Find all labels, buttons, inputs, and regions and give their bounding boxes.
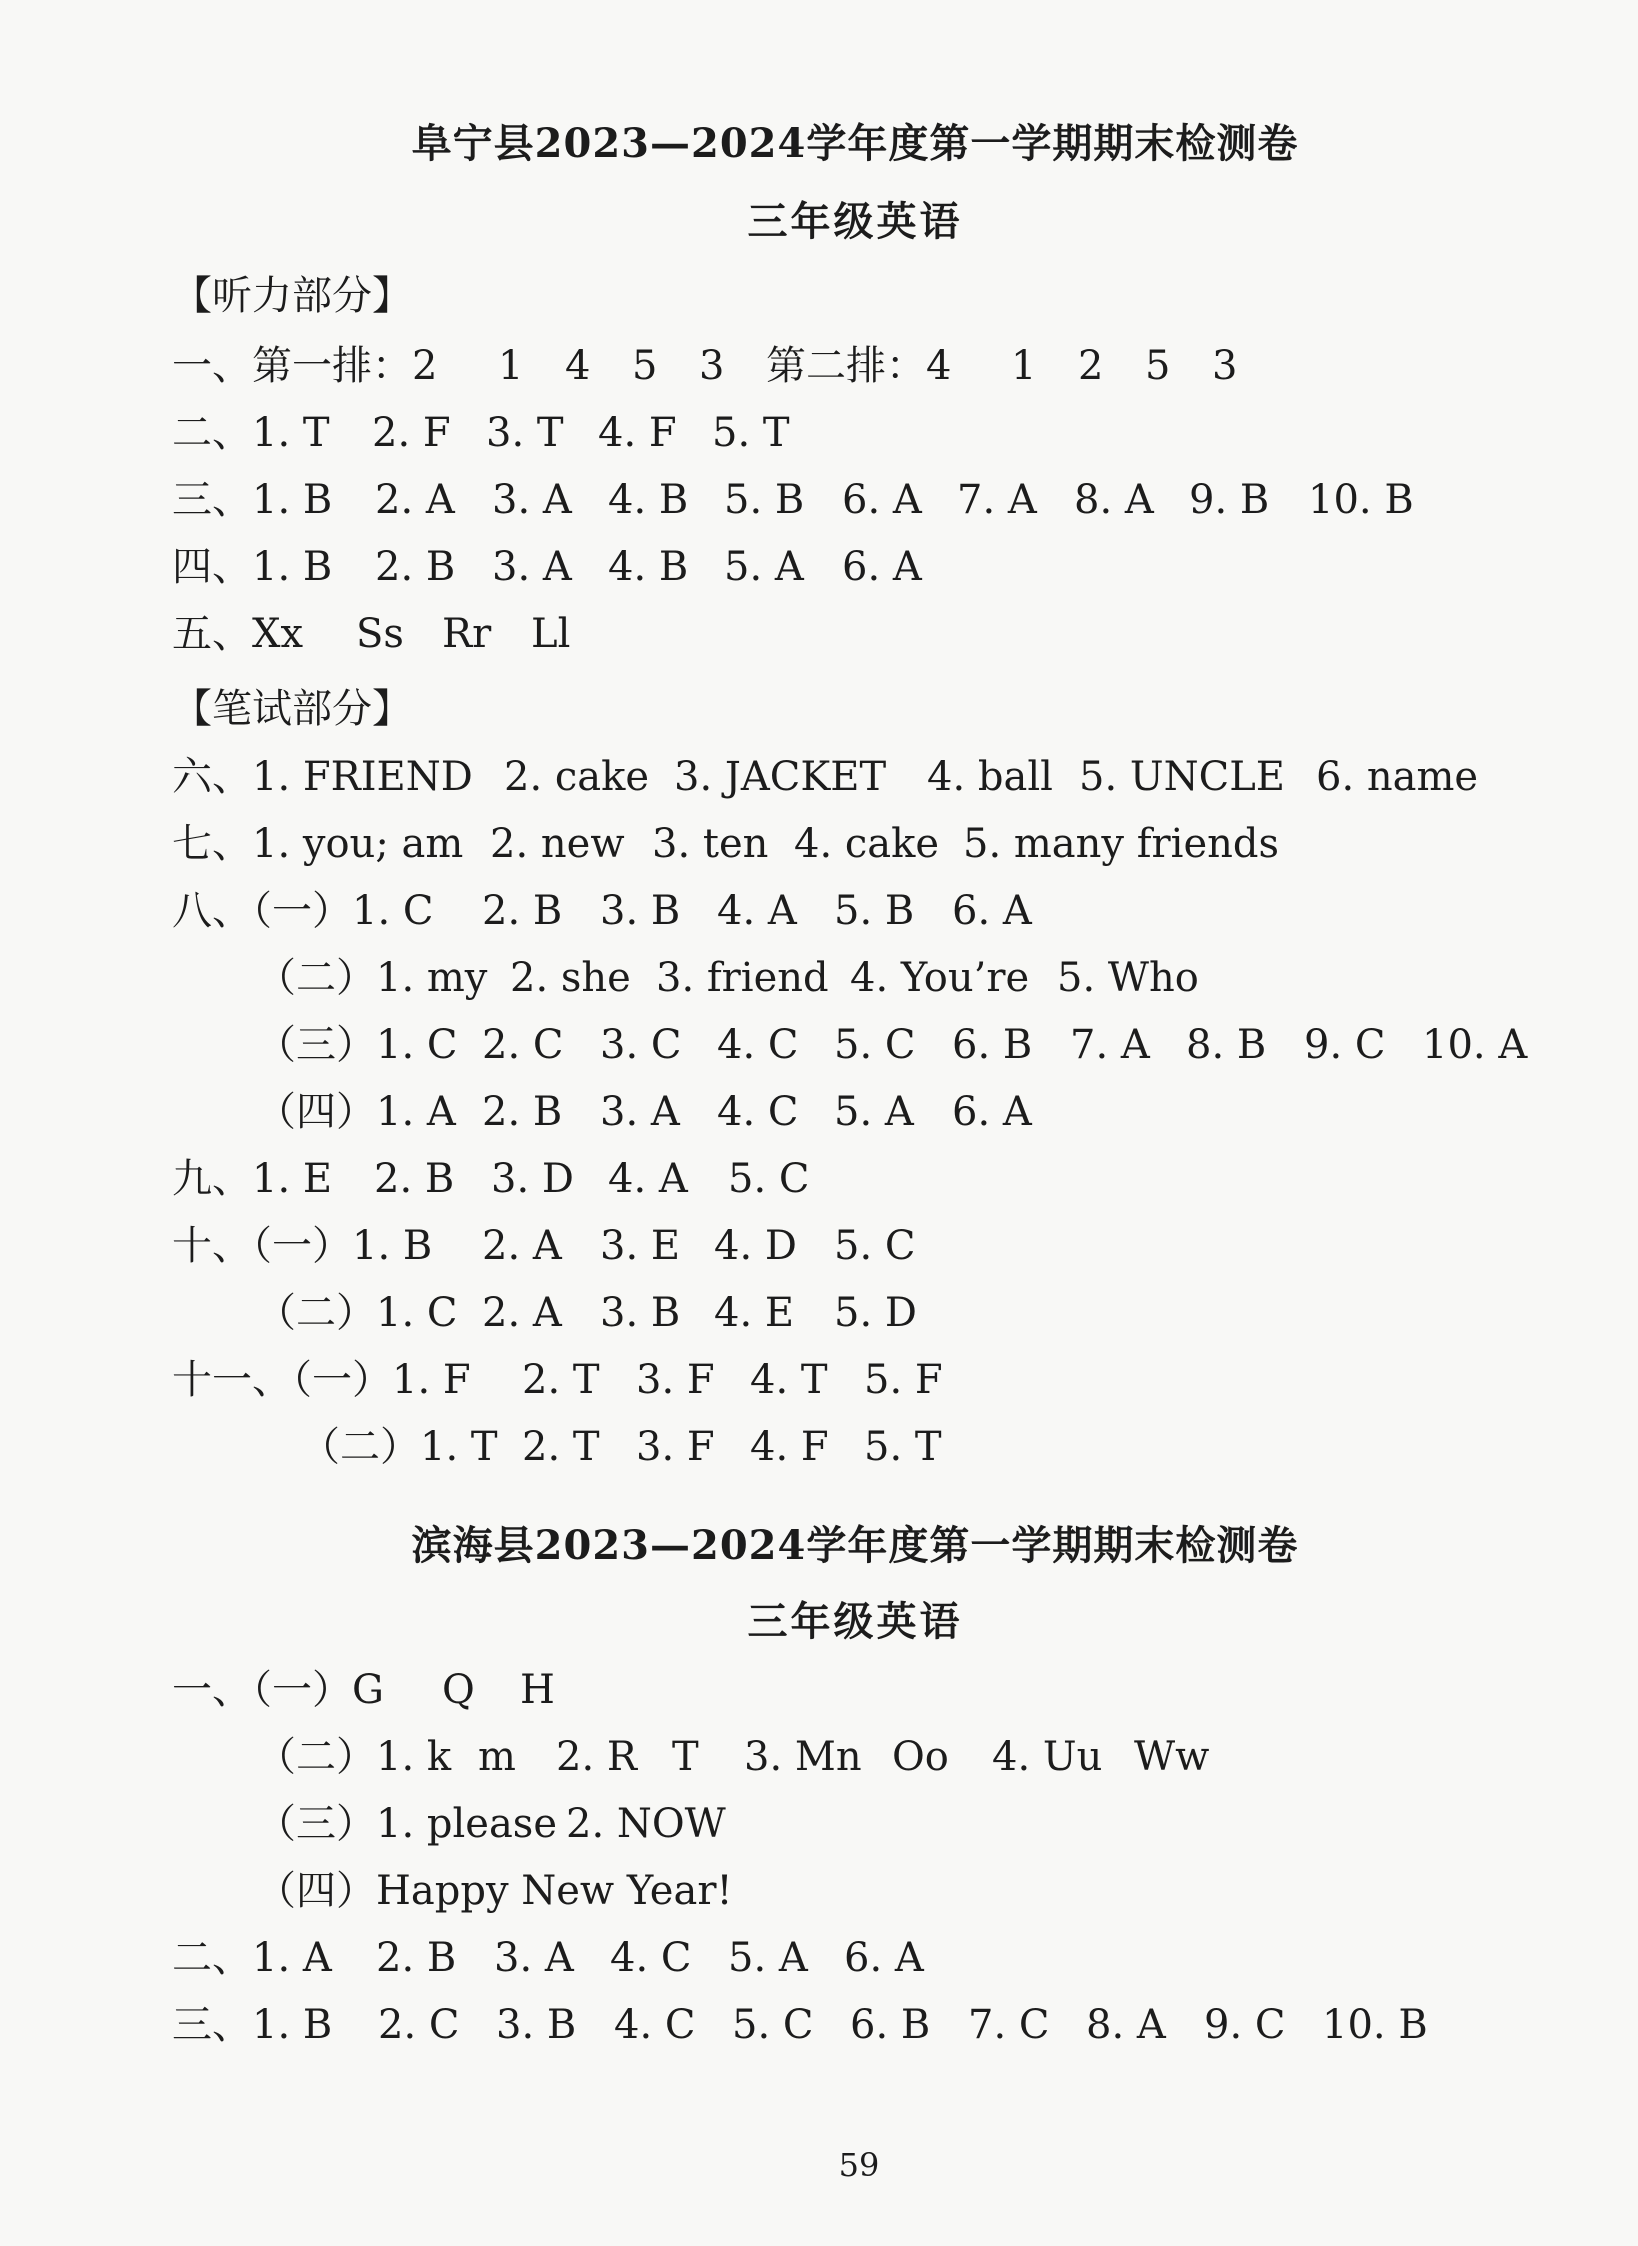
doc1-title: 阜宁县2023—2024学年度第一学期期末检测卷 <box>411 120 1299 167</box>
answer-item: 2. A <box>482 1223 562 1269</box>
answer-item: 6. A <box>844 1935 924 1981</box>
answer-item: 5. C <box>732 2002 814 2048</box>
answer-item: 8. A <box>1086 2002 1166 2048</box>
answer-item: 3 <box>699 343 725 389</box>
doc1-subtitle: 三年级英语 <box>747 198 963 245</box>
answer-item: 2. cake <box>504 754 650 800</box>
answer-item: 4. F <box>750 1424 829 1470</box>
answer-item: 5. A <box>834 1089 914 1135</box>
answer-item: 3. friend <box>656 955 829 1001</box>
answer-item: 5. D <box>834 1290 917 1336</box>
answer-item: Ww <box>1134 1734 1210 1780</box>
answer-item: 8. B <box>1186 1022 1267 1068</box>
answer-item: Ss <box>356 611 404 657</box>
answer-item: 2. T <box>522 1424 600 1470</box>
answer-item: 2. new <box>490 821 625 867</box>
page-number: 59 <box>838 2146 880 2184</box>
answer-item: 六、1. FRIEND <box>172 754 473 800</box>
answer-item: 5. C <box>834 1022 916 1068</box>
answer-item: 4. B <box>608 477 689 523</box>
answer-item: Oo <box>892 1734 949 1780</box>
answer-item: 1 <box>498 343 524 389</box>
answer-item: （二）1. my <box>256 955 488 1001</box>
answer-item: 第二排：4 <box>766 343 952 389</box>
answer-item: 3. B <box>600 888 681 934</box>
answer-item: 10. B <box>1322 2002 1428 2048</box>
answer-item: 4. T <box>750 1357 828 1403</box>
answer-item: 3. B <box>600 1290 681 1336</box>
answer-item: 二、1. A <box>172 1935 332 1981</box>
answer-item: 2. A <box>375 477 455 523</box>
answer-item: 4. C <box>614 2002 696 2048</box>
answer-item: H <box>520 1667 555 1713</box>
answer-item: （四）1. A <box>256 1089 456 1135</box>
answer-item: 5. C <box>728 1156 810 1202</box>
answer-item: 5. UNCLE <box>1079 754 1285 800</box>
answer-item: 5. A <box>728 1935 808 1981</box>
answer-item: 3. C <box>600 1022 682 1068</box>
answer-item: 4 <box>565 343 591 389</box>
answer-item: 3. F <box>636 1357 715 1403</box>
answer-item: 三、1. B <box>172 477 333 523</box>
answer-item: Rr <box>442 611 492 657</box>
answer-item: Q <box>442 1667 475 1713</box>
answer-item: 5. Who <box>1057 955 1199 1001</box>
answer-item: 5. F <box>864 1357 943 1403</box>
answer-item: 2. R <box>556 1734 637 1780</box>
answer-item: 二、1. T <box>172 410 330 456</box>
answer-item: 3. B <box>496 2002 577 2048</box>
answer-item: 9. B <box>1189 477 1270 523</box>
answer-item: 4. A <box>608 1156 688 1202</box>
answer-item: 4. Uu <box>992 1734 1103 1780</box>
answer-item: 6. A <box>842 544 922 590</box>
answer-item: 5 <box>1145 343 1171 389</box>
answer-item: 2 <box>1078 343 1104 389</box>
answer-item: 5. B <box>724 477 805 523</box>
answer-item: 2. B <box>376 1935 457 1981</box>
answer-item: 4. C <box>717 1089 799 1135</box>
listening-section-header: 【听力部分】 <box>172 273 412 319</box>
answer-item: 3. A <box>494 1935 574 1981</box>
answer-item: m <box>478 1734 516 1780</box>
answer-item: 5. C <box>834 1223 916 1269</box>
answer-item: 1 <box>1011 343 1037 389</box>
answer-item: 2. B <box>482 1089 563 1135</box>
answer-item: 7. A <box>1070 1022 1150 1068</box>
answer-item: 6. A <box>952 888 1032 934</box>
answer-item: （四）Happy New Year! <box>256 1868 733 1914</box>
answer-item: 4. ball <box>927 754 1053 800</box>
answer-item: 4. C <box>717 1022 799 1068</box>
answer-item: 4. B <box>608 544 689 590</box>
answer-item: （二）1. T <box>300 1424 498 1470</box>
answer-item: 5. T <box>864 1424 942 1470</box>
answer-item: 四、1. B <box>172 544 333 590</box>
answer-item: 4. C <box>610 1935 692 1981</box>
answer-item: 4. You’re <box>850 955 1030 1001</box>
answer-item: 3. A <box>600 1089 680 1135</box>
answer-item: 5. many friends <box>963 821 1280 867</box>
answer-item: 十一、（一）1. F <box>172 1357 471 1403</box>
answer-item: 4. A <box>717 888 797 934</box>
answer-item: 10. B <box>1308 477 1414 523</box>
answer-item: Ll <box>531 611 571 657</box>
answer-item: （二）1. C <box>256 1290 458 1336</box>
answer-item: 八、（一）1. C <box>172 888 434 934</box>
answer-item: 2. A <box>482 1290 562 1336</box>
answer-item: 2. T <box>522 1357 600 1403</box>
answer-item: 3. ten <box>652 821 769 867</box>
answer-item: 9. C <box>1204 2002 1286 2048</box>
answer-item: 2. NOW <box>566 1801 726 1847</box>
answer-item: 10. A <box>1422 1022 1528 1068</box>
answer-item: 2. B <box>375 544 456 590</box>
answer-item: 3. A <box>492 544 572 590</box>
answer-item: 6. B <box>952 1022 1033 1068</box>
answer-item: 5 <box>632 343 658 389</box>
answer-item: 2. she <box>510 955 631 1001</box>
answer-item: 4. E <box>714 1290 795 1336</box>
doc2-title: 滨海县2023—2024学年度第一学期期末检测卷 <box>411 1522 1299 1569</box>
answer-item: 2. C <box>378 2002 460 2048</box>
answer-item: 2. F <box>372 410 451 456</box>
answer-item: 2. B <box>482 888 563 934</box>
answer-item: （三）1. please <box>256 1801 557 1847</box>
doc2-subtitle: 三年级英语 <box>747 1598 963 1645</box>
writing-section-header: 【笔试部分】 <box>172 686 412 732</box>
answer-item: 3. Mn <box>744 1734 862 1780</box>
answer-item: 7. C <box>968 2002 1050 2048</box>
answer-item: 十、（一）1. B <box>172 1223 433 1269</box>
answer-item: 4. D <box>714 1223 797 1269</box>
answer-item: 7. A <box>957 477 1037 523</box>
answer-item: 3. E <box>600 1223 681 1269</box>
answer-item: 3. A <box>492 477 572 523</box>
answer-item: 3. D <box>491 1156 574 1202</box>
answer-item: 3. T <box>486 410 564 456</box>
answer-item: 3. F <box>636 1424 715 1470</box>
answer-item: 三、1. B <box>172 2002 333 2048</box>
answer-item: 2. B <box>374 1156 455 1202</box>
answer-item: 6. name <box>1316 754 1479 800</box>
answer-item: 8. A <box>1074 477 1154 523</box>
answer-item: 2. C <box>482 1022 564 1068</box>
answer-item: 3 <box>1212 343 1238 389</box>
answer-item: （二）1. k <box>256 1734 452 1780</box>
answer-item: 九、1. E <box>172 1156 333 1202</box>
answer-item: 5. B <box>834 888 915 934</box>
answer-item: 5. T <box>712 410 790 456</box>
answer-item: 4. cake <box>794 821 940 867</box>
answer-item: 七、1. you; am <box>172 821 464 867</box>
answer-item: 6. B <box>850 2002 931 2048</box>
answer-item: 4. F <box>598 410 677 456</box>
answer-item: 9. C <box>1304 1022 1386 1068</box>
answer-item: 6. A <box>842 477 922 523</box>
answer-item: （三）1. C <box>256 1022 458 1068</box>
answer-item: 5. A <box>724 544 804 590</box>
answer-item: 一、第一排：2 <box>172 343 438 389</box>
answer-item: 一、（一）G <box>172 1667 384 1713</box>
answer-item: 3. JACKET <box>674 754 887 800</box>
answer-item: T <box>672 1734 699 1780</box>
answer-item: 五、Xx <box>172 611 304 657</box>
answer-item: 6. A <box>952 1089 1032 1135</box>
